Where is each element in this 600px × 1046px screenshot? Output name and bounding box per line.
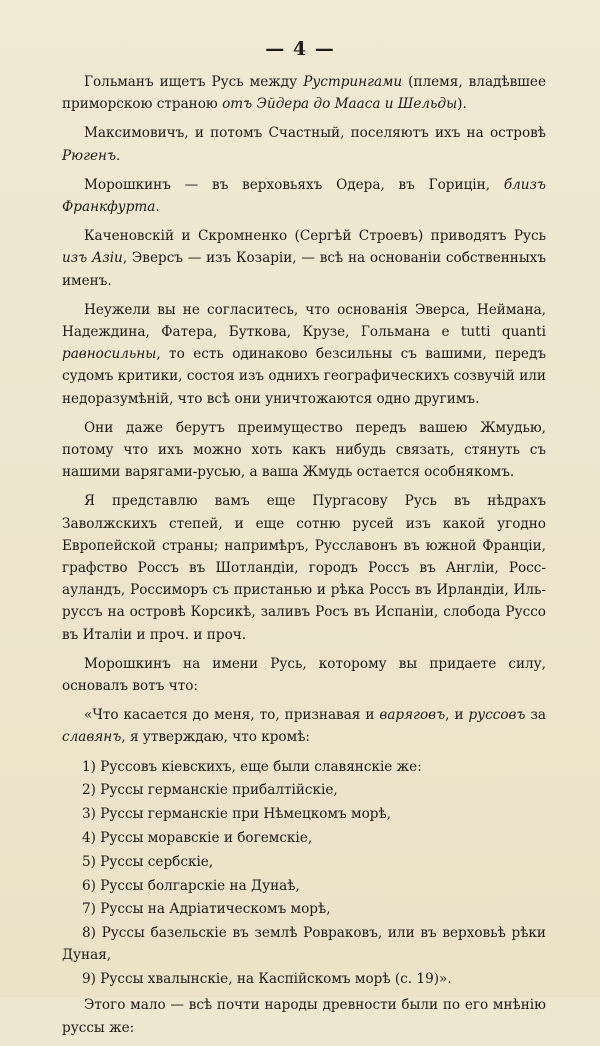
paragraph: [62, 71, 546, 115]
closing-paragraph: Этого мало — всѣ почти народы древности были по его мнѣнію руссы же:: [62, 997, 546, 1036]
list-item: 4) Руссы моравскіе и богемскіе,: [82, 830, 313, 847]
text-run: , я утверждаю, что кромѣ:: [121, 729, 310, 746]
text-run: ).: [457, 96, 467, 113]
text-run: Морошкинъ — въ верховьяхъ Одера, въ Горицін,: [84, 176, 504, 193]
italic-run: Рустрингами: [303, 74, 403, 90]
paragraph: [62, 225, 546, 292]
text-run: Они даже берутъ преимущество передъ вашею Жмудью, потому что ихъ можно хоть какъ нибудь связать, стянуть съ нашими варягами-русью, а ваша Жмудь остается особнякомъ.: [62, 419, 546, 481]
paragraph: [62, 417, 546, 484]
paragraph: [62, 174, 546, 218]
list-item: 3) Руссы германскіе при Нѣмецкомъ морѣ,: [82, 806, 391, 823]
list-item: 9) Руссы хвалынскіе, на Каспійскомъ морѣ (с. 19)».: [82, 971, 452, 988]
list-item: 7) Руссы на Адріатическомъ морѣ,: [82, 901, 331, 918]
italic-run: изъ Азіи: [62, 250, 123, 267]
list-item: 1) Руссовъ кіевскихъ, еще были славянскіе же:: [82, 758, 422, 775]
paragraph: [62, 122, 546, 166]
list-item: 2) Руссы германскіе прибалтійскіе,: [82, 782, 338, 799]
italic-run: близъ Франкфурта: [62, 176, 546, 216]
list-item: 5) Руссы сербскіе,: [82, 853, 214, 870]
italic-run: отъ Эйдера до Мааса и Шельды: [222, 96, 458, 113]
text-run: «Что касается до меня, то, признавая и: [84, 707, 380, 724]
text-run: Я представлю вамъ еще Пургасову Русь въ нѣдрахъ Заволжскихъ степей, и еще сотню русей изъ какой угодно Европейской страны; напримѣръ, Русславонъ въ южной Франціи, графство Россъ въ Шотландіи, городъ Россъ въ Англіи, Росс-ауландъ, Россиморъ съ пристанью и рѣка Россъ въ Ирландіи, Иль-руссъ на островѣ Корсикѣ, заливъ Росъ въ Испаніи, слобода Руссо въ Италіи и проч. и проч.: [62, 493, 546, 643]
italic-run: славянъ: [62, 729, 122, 746]
text-run: .: [155, 199, 160, 216]
italic-run: варяговъ: [379, 707, 446, 724]
paragraph: [62, 490, 546, 645]
paragraph: [62, 653, 546, 697]
text-run: Максимовичъ, и потомъ Счастный, поселяютъ ихъ на островѣ: [84, 125, 546, 142]
italic-run: Рюгенъ: [62, 147, 117, 164]
text-run: Каченовскій и Скромненко (Сергѣй Строевъ) приводятъ Русь: [84, 228, 546, 245]
paragraph: [62, 299, 546, 410]
text-run: , Эверсъ — изъ Козаріи, — всѣ на основаніи собственныхъ именъ.: [62, 250, 546, 289]
text-run: Гольманъ ищетъ Русь между: [84, 74, 304, 90]
text-run: .: [116, 147, 121, 164]
text-run: , то есть одинаково безсильны съ вашими, передъ судомъ критики, состоя изъ однихъ географическихъ созвучій или недоразумѣній, что всѣ они уничтожаются одно другимъ.: [62, 346, 546, 407]
text-run: Неужели вы не согласитесь, что основанія Эверса, Неймана, Надеждина, Фатера, Буткова, Крузе, Гольмана e tutti quanti: [62, 301, 546, 341]
paragraph: [62, 704, 546, 748]
list-item: 6) Руссы болгарскіе на Дунаѣ,: [82, 877, 300, 894]
text-run: Морошкинъ на имени Русь, которому вы придаете силу, основалъ вотъ что:: [62, 655, 546, 695]
italic-run: равносильны: [62, 346, 157, 363]
text-run: за: [525, 707, 546, 724]
text-run: , и: [445, 707, 469, 724]
italic-run: руссовъ: [468, 707, 526, 724]
page-number: — 4 —: [265, 38, 335, 60]
list-item: 8) Руссы базельскіе въ землѣ Ровраковъ, или въ верховьѣ рѣки Дуная,: [62, 925, 546, 964]
text-run: (племя, владѣвшее приморскою страною: [62, 74, 546, 113]
body-text: [62, 71, 546, 1046]
